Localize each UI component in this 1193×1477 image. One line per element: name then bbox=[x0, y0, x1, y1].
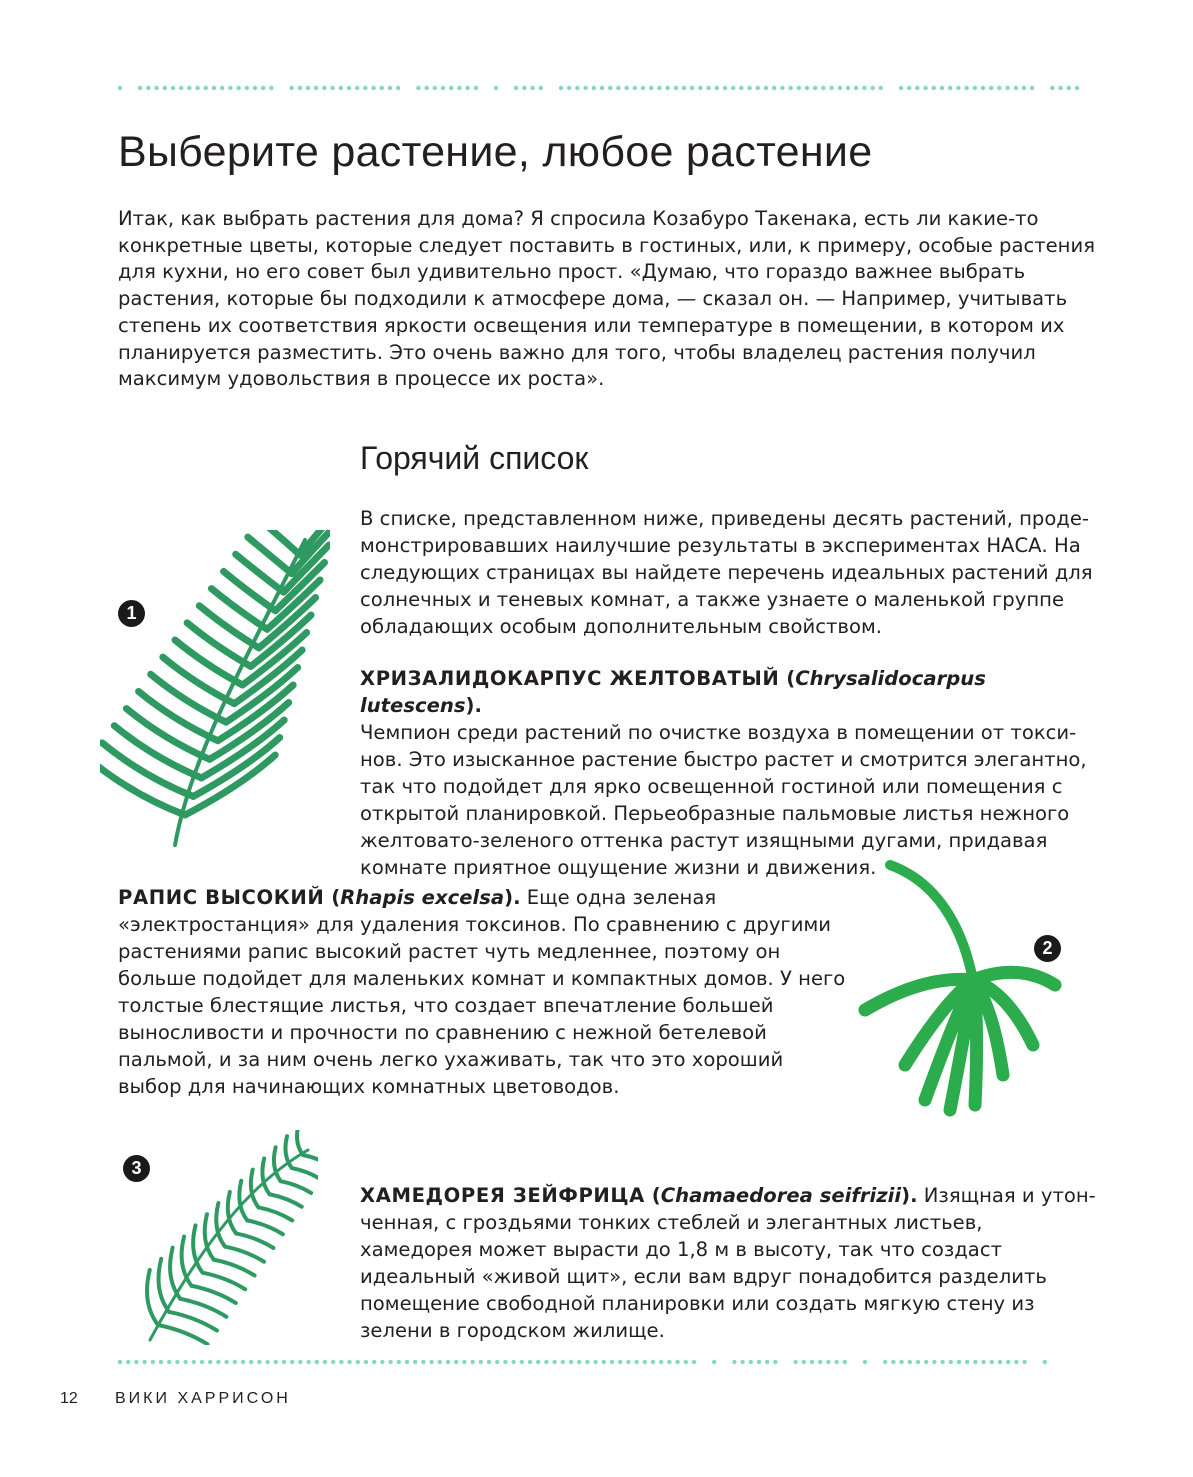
dot bbox=[908, 1360, 912, 1364]
dot bbox=[269, 86, 273, 90]
plant-description-1: Чемпион среди растений по очистке воздуха в помещении от токсинов. Это изысканное растение быстро растет и смотрится элегантно, так что подойдет для ярко освещенной гостиной или помещения с открытой планировкой. Перьеобразные пальмовые листья нежного желтовато-зеленого оттенка растут изящными дугами, придавая комнате приятное ощущение жизни и движения. bbox=[360, 721, 1087, 879]
dot bbox=[530, 86, 534, 90]
dot bbox=[380, 1360, 384, 1364]
frond-3-leaflet-upper bbox=[159, 1259, 170, 1312]
dot bbox=[167, 1360, 171, 1364]
dot bbox=[899, 1360, 903, 1364]
dot bbox=[339, 1360, 343, 1364]
dot bbox=[862, 86, 866, 90]
dot bbox=[657, 86, 661, 90]
dot bbox=[602, 1360, 606, 1364]
dot bbox=[228, 86, 232, 90]
dot bbox=[380, 86, 384, 90]
plant-paren-open-2: ( bbox=[324, 886, 341, 909]
dot bbox=[315, 1360, 319, 1364]
dot bbox=[600, 86, 604, 90]
dot bbox=[956, 86, 960, 90]
dot bbox=[1043, 1360, 1047, 1364]
dot bbox=[732, 1360, 736, 1364]
dot bbox=[948, 86, 952, 90]
dot bbox=[891, 1360, 895, 1364]
dot bbox=[585, 1360, 589, 1364]
dot bbox=[261, 86, 265, 90]
dot bbox=[363, 86, 367, 90]
frond-3-leaflet-lower bbox=[281, 1181, 311, 1193]
dot bbox=[772, 86, 776, 90]
dot bbox=[883, 1360, 887, 1364]
dot bbox=[973, 1360, 977, 1364]
plant-paren-close-1: ). bbox=[465, 694, 482, 717]
dot bbox=[567, 86, 571, 90]
dot bbox=[306, 1360, 310, 1364]
dot bbox=[940, 1360, 944, 1364]
dot bbox=[749, 1360, 753, 1364]
plant-entry-1 bbox=[360, 665, 1088, 881]
dot bbox=[495, 1360, 499, 1364]
bottom-dotted-rule bbox=[118, 1356, 1108, 1368]
fan-palm-leaf bbox=[973, 980, 977, 1105]
dot bbox=[757, 1360, 761, 1364]
plant-paren-open-1: ( bbox=[779, 667, 796, 690]
dot bbox=[756, 86, 760, 90]
frond-3-group bbox=[147, 1130, 318, 1344]
dot bbox=[764, 86, 768, 90]
dot bbox=[1022, 86, 1026, 90]
dot bbox=[965, 1360, 969, 1364]
dot bbox=[371, 86, 375, 90]
dot bbox=[372, 1360, 376, 1364]
frond-3-leaflet-lower bbox=[180, 1299, 226, 1317]
fan-palm-group bbox=[865, 865, 1055, 1110]
dot bbox=[449, 86, 453, 90]
dot bbox=[470, 1360, 474, 1364]
dot bbox=[813, 86, 817, 90]
dot bbox=[624, 86, 628, 90]
dot bbox=[282, 1360, 286, 1364]
dot bbox=[981, 1360, 985, 1364]
dot bbox=[290, 1360, 294, 1364]
dot bbox=[331, 1360, 335, 1364]
dot bbox=[355, 86, 359, 90]
dot bbox=[503, 1360, 507, 1364]
frond-1-leaflet-left bbox=[163, 657, 234, 703]
dot bbox=[314, 86, 318, 90]
frond-3-leaflet-lower bbox=[270, 1194, 302, 1207]
running-author: ВИКИ ХАРРИСОН bbox=[115, 1390, 291, 1407]
dot bbox=[780, 86, 784, 90]
dot bbox=[802, 1360, 806, 1364]
dot bbox=[552, 1360, 556, 1364]
dot bbox=[536, 1360, 540, 1364]
dot bbox=[826, 1360, 830, 1364]
dot bbox=[915, 86, 919, 90]
dot bbox=[626, 1360, 630, 1364]
dot bbox=[821, 86, 825, 90]
plant-entry-2 bbox=[118, 884, 848, 1100]
frond-3-leaflet-lower bbox=[191, 1286, 235, 1303]
frond-3-leaflet-lower bbox=[225, 1247, 264, 1262]
plant-number-marker-3: 3 bbox=[123, 1155, 150, 1182]
dot bbox=[973, 86, 977, 90]
dot bbox=[163, 86, 167, 90]
dot bbox=[569, 1360, 573, 1364]
dot bbox=[539, 86, 543, 90]
dot bbox=[667, 1360, 671, 1364]
dot bbox=[773, 1360, 777, 1364]
dot bbox=[514, 86, 518, 90]
dot bbox=[204, 86, 208, 90]
dot bbox=[187, 86, 191, 90]
dot bbox=[682, 86, 686, 90]
frond-3-leaflet-upper bbox=[182, 1237, 192, 1286]
dot bbox=[171, 86, 175, 90]
dot bbox=[692, 1360, 696, 1364]
frond-3-leaflet-upper bbox=[205, 1214, 214, 1259]
dot bbox=[583, 86, 587, 90]
plant-paren-close-3: ). bbox=[901, 1184, 918, 1207]
dot bbox=[142, 1360, 146, 1364]
dot bbox=[175, 1360, 179, 1364]
frond-3-leaflet-lower bbox=[236, 1233, 273, 1248]
dot bbox=[723, 86, 727, 90]
dot bbox=[834, 1360, 838, 1364]
dot bbox=[610, 1360, 614, 1364]
dot bbox=[810, 1360, 814, 1364]
dot bbox=[747, 86, 751, 90]
dot bbox=[1058, 86, 1062, 90]
dot bbox=[731, 86, 735, 90]
top-dotted-rule bbox=[118, 82, 1108, 94]
palm-frond-illustration-3 bbox=[138, 1130, 318, 1345]
frond-3-leaflet-lower bbox=[158, 1325, 208, 1344]
dot bbox=[838, 86, 842, 90]
frond-3-leaflet-lower bbox=[303, 1155, 318, 1166]
frond-3-leaflet-upper bbox=[147, 1270, 158, 1325]
dot bbox=[154, 86, 158, 90]
plant-latin-3: Chamaedorea seifrizii bbox=[660, 1184, 902, 1207]
dot bbox=[421, 1360, 425, 1364]
dot bbox=[446, 1360, 450, 1364]
dot bbox=[879, 86, 883, 90]
dot bbox=[487, 1360, 491, 1364]
dot bbox=[544, 1360, 548, 1364]
dot bbox=[397, 1360, 401, 1364]
dot bbox=[843, 1360, 847, 1364]
dot bbox=[192, 1360, 196, 1364]
dot bbox=[241, 1360, 245, 1364]
dot bbox=[633, 86, 637, 90]
dot bbox=[347, 1360, 351, 1364]
dot bbox=[1005, 86, 1009, 90]
dot bbox=[916, 1360, 920, 1364]
frond-3-leaflet-upper bbox=[297, 1130, 303, 1155]
frond-3-leaflet-lower bbox=[292, 1168, 318, 1179]
dot bbox=[454, 1360, 458, 1364]
dot bbox=[195, 86, 199, 90]
dot bbox=[684, 1360, 688, 1364]
dot bbox=[797, 86, 801, 90]
dot bbox=[829, 86, 833, 90]
dot bbox=[465, 86, 469, 90]
dot bbox=[712, 1360, 716, 1364]
dot bbox=[388, 86, 392, 90]
dot bbox=[441, 86, 445, 90]
dot bbox=[233, 1360, 237, 1364]
dot bbox=[932, 1360, 936, 1364]
dot bbox=[690, 86, 694, 90]
dot bbox=[651, 1360, 655, 1364]
frond-3-leaflet-lower bbox=[258, 1207, 292, 1220]
plant-paren-close-2: ). bbox=[504, 886, 521, 909]
dot bbox=[923, 86, 927, 90]
dot bbox=[253, 86, 257, 90]
plant-name-2: РАПИС ВЫСОКИЙ bbox=[118, 886, 325, 909]
plant-number-marker-1: 1 bbox=[118, 600, 145, 627]
dot bbox=[134, 1360, 138, 1364]
dot bbox=[245, 86, 249, 90]
dot bbox=[151, 1360, 155, 1364]
dot bbox=[739, 86, 743, 90]
dot bbox=[675, 1360, 679, 1364]
dot bbox=[522, 86, 526, 90]
dot bbox=[765, 1360, 769, 1364]
dot bbox=[616, 86, 620, 90]
dot bbox=[1050, 86, 1054, 90]
plant-entry-3 bbox=[360, 1182, 1100, 1344]
dot bbox=[298, 86, 302, 90]
dot bbox=[634, 1360, 638, 1364]
dot bbox=[183, 1360, 187, 1364]
dot bbox=[998, 1360, 1002, 1364]
dot bbox=[274, 1360, 278, 1364]
dot bbox=[1014, 86, 1018, 90]
dot bbox=[698, 86, 702, 90]
dot bbox=[793, 1360, 797, 1364]
dot bbox=[643, 1360, 647, 1364]
dot bbox=[330, 86, 334, 90]
dot bbox=[462, 1360, 466, 1364]
frond-3-leaflet-upper bbox=[274, 1147, 281, 1181]
dot bbox=[1014, 1360, 1018, 1364]
dot bbox=[424, 86, 428, 90]
dot bbox=[989, 86, 993, 90]
dot bbox=[216, 1360, 220, 1364]
dot bbox=[899, 86, 903, 90]
dot bbox=[949, 1360, 953, 1364]
dot bbox=[159, 1360, 163, 1364]
dot bbox=[854, 86, 858, 90]
dot bbox=[298, 1360, 302, 1364]
dot bbox=[932, 86, 936, 90]
dot bbox=[405, 1360, 409, 1364]
dot bbox=[618, 1360, 622, 1364]
section-lead: В списке, представленном ниже, приведены десять растений, продемонстрировавших наилучшие результаты в экспериментах НАСА. На следующих страницах вы найдете перечень идеальных растений для солнечных и теневых комнат, а также узнаете о маленькой группе обладающих особым дополнительным свойством. bbox=[360, 507, 1093, 638]
dot bbox=[339, 86, 343, 90]
dot bbox=[788, 86, 792, 90]
fan-palm-illustration-2 bbox=[855, 860, 1095, 1120]
plant-latin-2: Rhapis excelsa bbox=[340, 886, 505, 909]
dot bbox=[429, 1360, 433, 1364]
dot bbox=[200, 1360, 204, 1364]
dot bbox=[520, 1360, 524, 1364]
dot bbox=[528, 1360, 532, 1364]
dot bbox=[347, 86, 351, 90]
dot bbox=[997, 86, 1001, 90]
dot bbox=[138, 86, 142, 90]
fan-palm-stem bbox=[890, 865, 973, 980]
plant-number-marker-2: 2 bbox=[1034, 935, 1061, 962]
dot bbox=[715, 86, 719, 90]
dot bbox=[924, 1360, 928, 1364]
dot bbox=[649, 86, 653, 90]
dot bbox=[364, 1360, 368, 1364]
dot bbox=[289, 86, 293, 90]
dot bbox=[957, 1360, 961, 1364]
dot bbox=[118, 86, 122, 90]
dot bbox=[322, 86, 326, 90]
dot bbox=[146, 86, 150, 90]
plant-description-3: Изящная и утонченная, с гроздьями тонких стеблей и элегантных листьев, хамедорея может вырасти до 1,8 м в высоту, так что создаст идеальный «живой щит», если вам вдруг понадобится разделить помещение свободной планировки или создать мягкую стену из зелени в городском жилище. bbox=[360, 1184, 1096, 1342]
plant-paren-open-3: ( bbox=[644, 1184, 661, 1207]
dot bbox=[577, 1360, 581, 1364]
intro-paragraph: Итак, как выбрать растения для дома? Я спросила Козабуро Такенака, есть ли какие-то конкретные цветы, которые следует поставить в гостиных, или, к примеру, особые растения для кухни, но его совет был удивительно прост. «Думаю, что гораздо важнее выбрать растения, которые бы подходили к атмосфере дома, — сказал он. — Например, учитывать степень их соответствия яркости освещения или температуре в помещении, в котором их планируется разместить. Это очень важно для того, чтобы владелец растения получил максимум удовольствия в процессе их роста». bbox=[118, 207, 1096, 391]
frond-3-leaflet-lower bbox=[214, 1260, 255, 1276]
dot bbox=[118, 1360, 122, 1364]
dot bbox=[659, 1360, 663, 1364]
dot bbox=[257, 1360, 261, 1364]
plant-name-1: ХРИЗАЛИДОКАРПУС ЖЕЛТОВАТЫЙ bbox=[360, 667, 780, 690]
dot bbox=[224, 1360, 228, 1364]
frond-3-leaflet-lower bbox=[203, 1273, 246, 1290]
dot bbox=[323, 1360, 327, 1364]
palm-frond-illustration-1 bbox=[100, 530, 330, 850]
dot bbox=[356, 1360, 360, 1364]
dot bbox=[1030, 86, 1034, 90]
dot bbox=[413, 1360, 417, 1364]
plant-latin-1: Chrysalidocarpus lutescens bbox=[360, 667, 986, 717]
dot bbox=[559, 86, 563, 90]
dot bbox=[592, 86, 596, 90]
dot bbox=[575, 86, 579, 90]
dot bbox=[306, 86, 310, 90]
dot bbox=[126, 1360, 130, 1364]
dot bbox=[1006, 1360, 1010, 1364]
dot bbox=[863, 1360, 867, 1364]
dot bbox=[990, 1360, 994, 1364]
dot bbox=[479, 1360, 483, 1364]
dot bbox=[964, 86, 968, 90]
dot bbox=[474, 86, 478, 90]
frond-3-leaflet-lower bbox=[247, 1220, 283, 1234]
dot bbox=[665, 86, 669, 90]
dot bbox=[805, 86, 809, 90]
dot bbox=[1067, 86, 1071, 90]
page-number: 12 bbox=[60, 1390, 78, 1407]
dot bbox=[396, 86, 400, 90]
dot bbox=[220, 86, 224, 90]
dot bbox=[907, 86, 911, 90]
dot bbox=[981, 86, 985, 90]
dot bbox=[593, 1360, 597, 1364]
frond-1-leaflet-left bbox=[151, 674, 226, 722]
dot bbox=[608, 86, 612, 90]
section-title: Горячий список bbox=[360, 440, 589, 476]
dot bbox=[1075, 86, 1079, 90]
dot bbox=[236, 86, 240, 90]
dot bbox=[438, 1360, 442, 1364]
dot bbox=[674, 86, 678, 90]
dot bbox=[212, 86, 216, 90]
dot bbox=[1022, 1360, 1026, 1364]
frond-1-group bbox=[100, 530, 330, 845]
dot bbox=[818, 1360, 822, 1364]
dot bbox=[433, 86, 437, 90]
dot bbox=[208, 1360, 212, 1364]
dot bbox=[494, 86, 498, 90]
dot bbox=[740, 1360, 744, 1364]
plant-name-3: ХАМЕДОРЕЯ ЗЕЙФРИЦА bbox=[360, 1184, 645, 1207]
dot bbox=[940, 86, 944, 90]
dot bbox=[249, 1360, 253, 1364]
dot bbox=[511, 1360, 515, 1364]
dot bbox=[706, 86, 710, 90]
dot bbox=[846, 86, 850, 90]
plant-description-2: Еще одна зеленая «электростанция» для удаления токсинов. По сравнению с другими растениями рапис высокий растет чуть медленнее, поэтому он больше подойдет для маленьких комнат и компактных домов. У него толстые блестящие листья, что создает впечатление большей выносливости и прочности по сравнению с нежной бетелевой пальмой, и за ним очень легко ухаживать, так что это хороший выбор для начинающих комнатных цветоводов. bbox=[118, 886, 846, 1098]
dot bbox=[265, 1360, 269, 1364]
dot bbox=[561, 1360, 565, 1364]
dot bbox=[416, 86, 420, 90]
dot bbox=[641, 86, 645, 90]
dot bbox=[870, 86, 874, 90]
dot bbox=[179, 86, 183, 90]
dot bbox=[457, 86, 461, 90]
page-title: Выберите растение, любое растение bbox=[118, 128, 873, 176]
dot bbox=[388, 1360, 392, 1364]
